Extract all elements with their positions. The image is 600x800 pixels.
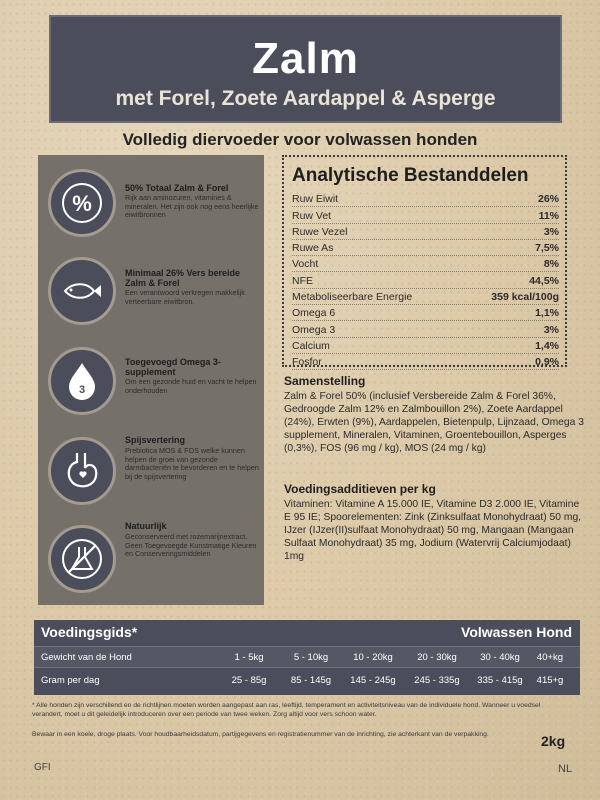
composition-text: Zalm & Forel 50% (inclusief Versbereide Zalm & Forel 36%, Gedroogde Zalm 12% en Zalmbouillon 2%), Zoete Aardappel (24%), Erwten (9%), Aardappelen, Bietenpulp, Lijnzaad, Omega 3 supplement, Mineralen, Vitaminen, Groentebouillon, Asperges (0,3%), FOS (96 mg / kg), MOS (24 mg / kg) <box>284 391 584 454</box>
gram-cell: 245 - 335g <box>414 675 460 686</box>
feature-text: Rijk aan aminozuren, vitamines & mineralen. Het zijn ook nog eens heerlijke eiwitbronnen <box>125 193 259 220</box>
title-banner <box>49 15 562 123</box>
analytical-name: Omega 6 <box>292 307 336 320</box>
svg-text:3: 3 <box>78 384 86 396</box>
analytical-value: 3% <box>543 225 559 238</box>
weight-row <box>34 646 580 668</box>
net-weight: 2kg <box>541 733 566 749</box>
feature-fish <box>38 249 264 337</box>
feature-text: Een verantwoord verkregen makkelijk verteerbare eiwitbron. <box>125 288 245 306</box>
analytical-name: NFE <box>292 274 313 287</box>
additives-heading: Voedingsadditieven per kg <box>284 482 436 496</box>
no-chemicals-flask-icon <box>48 525 116 593</box>
features-panel <box>38 155 264 605</box>
analytical-box <box>282 155 567 367</box>
analytical-row <box>292 240 559 256</box>
feature-title: Toegevoegd Omega 3-supplement <box>125 357 221 377</box>
analytical-value: 1,1% <box>535 307 559 320</box>
feature-title: Spijsvertering <box>125 435 186 445</box>
analytical-value: 1,4% <box>535 339 559 352</box>
composition-heading: Samenstelling <box>284 374 366 388</box>
gram-cell: 415+g <box>536 675 564 686</box>
footnote-storage: Bewaar in een koele, droge plaats. Voor houdbaarheidsdatum, partijgegevens en registratienummer van de inrichting, zie achterkant van de verpakking. <box>32 731 489 738</box>
feature-text: Geconserveerd met rozemarijnextract. Geen Toegevoegde Kunstmatige Kleuren en Conserveringsmiddelen <box>125 532 257 559</box>
feeding-guide <box>34 620 580 695</box>
analytical-row <box>292 321 559 337</box>
gram-cell: 25 - 85g <box>231 675 267 686</box>
analytical-row <box>292 191 559 207</box>
feature-digestion <box>38 429 264 517</box>
analytical-value: 359 kcal/100g <box>491 291 559 304</box>
feature-text: Prebiotica MOS & FOS welke kunnen helpen de groei van gezonde darmbacteriën te bevorderen en te helpen bij de spijsvertering <box>125 446 259 481</box>
analytical-row <box>292 272 559 288</box>
country-code: NL <box>558 763 573 775</box>
weight-cell: 5 - 10kg <box>293 652 329 663</box>
analytical-value: 0,9% <box>535 356 559 369</box>
analytical-value: 26% <box>537 193 559 206</box>
analytical-heading: Analytische Bestanddelen <box>292 165 529 186</box>
weight-cell: 30 - 40kg <box>480 652 520 663</box>
analytical-value: 8% <box>543 258 559 271</box>
analytical-row <box>292 338 559 354</box>
analytical-name: Ruwe Vezel <box>292 225 348 238</box>
analytical-value: 44,5% <box>529 274 559 287</box>
analytical-row <box>292 289 559 305</box>
weight-cell: 40+kg <box>536 652 564 663</box>
composition-section <box>284 374 584 455</box>
feature-title: 50% Totaal Zalm & Forel <box>125 183 229 193</box>
weight-cell: 10 - 20kg <box>353 652 393 663</box>
analytical-name: Calcium <box>292 339 330 352</box>
analytical-row <box>292 207 559 223</box>
feature-protein <box>38 161 264 249</box>
product-title: Zalm <box>252 34 359 83</box>
analytical-value: 11% <box>538 209 559 222</box>
analytical-row <box>292 256 559 272</box>
analytical-value: 3% <box>543 323 559 336</box>
feature-title: Natuurlijk <box>125 521 167 531</box>
gram-label: Gram per dag <box>41 675 100 686</box>
feature-natural <box>38 517 264 605</box>
analytical-name: Ruwe As <box>292 242 334 255</box>
feature-title: Minimaal 26% Vers bereide Zalm & Forel <box>125 268 241 288</box>
analytical-row <box>292 354 559 370</box>
analytical-value: 7,5% <box>535 242 559 255</box>
tagline: Volledig diervoeder voor volwassen honden <box>122 130 478 149</box>
percent-icon <box>48 169 116 237</box>
product-subtitle: met Forel, Zoete Aardappel & Asperge <box>115 87 496 110</box>
additives-section <box>284 482 584 563</box>
analytical-name: Vocht <box>292 258 319 271</box>
gram-cell: 335 - 415g <box>477 675 523 686</box>
guide-group: Volwassen Hond <box>461 624 572 640</box>
feature-text: Om een gezonde huid en vacht te helpen onderhouden <box>125 377 257 395</box>
analytical-name: Ruw Eiwit <box>292 193 339 206</box>
weight-cell: 1 - 5kg <box>234 652 264 663</box>
additives-text: Vitaminen: Vitamine A 15.000 IE, Vitamine D3 2.000 IE, Vitamine E 95 IE; Spoorelementen: Zink (Zinksulfaat Monohydraat) 50 mg, IJzer (IJzer(II)sulfaat Monohydraat) 50 mg, Mangaan (Mangaan Sulfaat Monohydraat) 35 mg, Jodium (Watervrij Calciumjodaat) 1mg <box>284 499 582 562</box>
analytical-row <box>292 305 559 321</box>
feature-omega <box>38 339 264 427</box>
gram-cell: 145 - 245g <box>350 675 396 686</box>
gram-cell: 85 - 145g <box>290 675 332 686</box>
guide-title: Voedingsgids* <box>41 624 138 640</box>
omega3-drop-icon <box>48 347 116 415</box>
analytical-name: Ruw Vet <box>292 209 332 222</box>
weight-cell: 20 - 30kg <box>417 652 457 663</box>
analytical-name: Fosfor <box>292 356 322 369</box>
analytical-name: Metaboliseerbare Energie <box>292 291 413 304</box>
analytical-name: Omega 3 <box>292 323 336 336</box>
gram-row <box>34 670 580 692</box>
footnote-feeding: * Alle honden zijn verschillend en de richtlijnen moeten worden aangepast aan ras, leeftijd, temperament en activiteitsniveau van de individuele hond. Wanneer u voedsel verandert, moet u dit geleidelijk introduceren over een periode van twee weken. Zorg altijd voor vers schoon water. <box>32 702 541 718</box>
fish-icon <box>48 257 116 325</box>
weight-label: Gewicht van de Hond <box>41 652 132 663</box>
stomach-icon <box>48 437 116 505</box>
svg-text:%: % <box>72 191 92 216</box>
analytical-row <box>292 224 559 240</box>
gfi-mark: GFI <box>34 762 51 773</box>
